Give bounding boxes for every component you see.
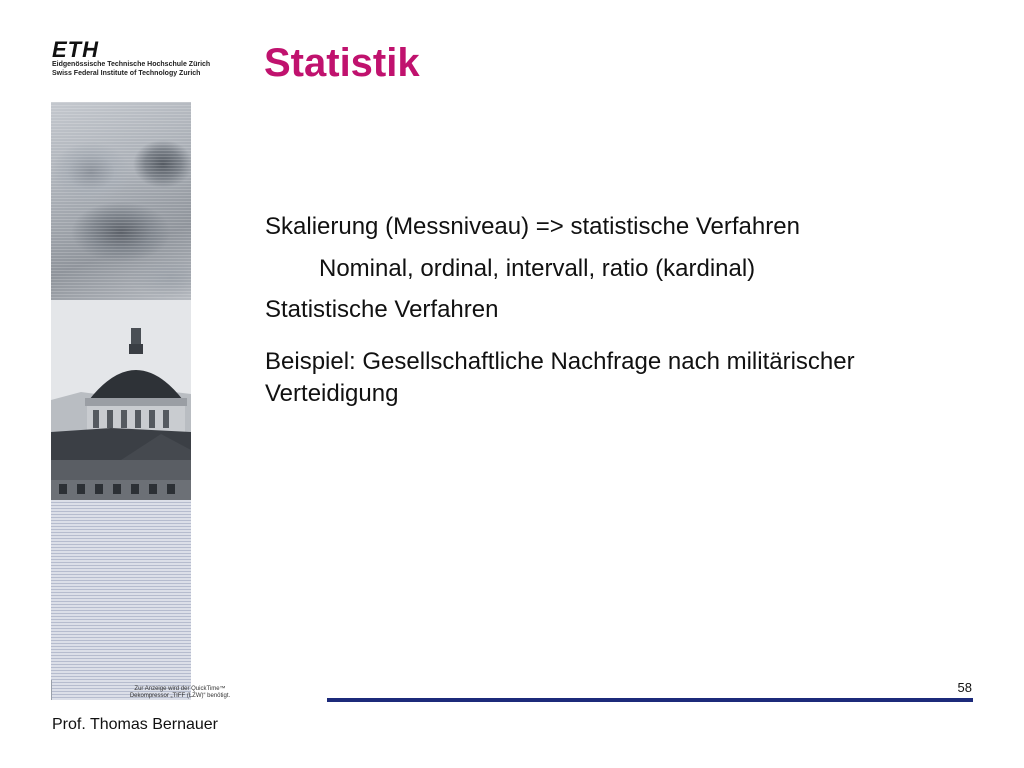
bullet-beispiel: Beispiel: Gesellschaftliche Nachfrage nach militärischer Verteidigung [265,348,855,407]
students-photo [51,102,191,300]
eth-logo-line-de: Eidgenössische Technische Hochschule Zürich [52,61,211,68]
bullet-skalierung: Skalierung (Messniveau) => statistische Verfahren [265,213,800,240]
striped-placeholder [51,500,191,700]
eth-logo-line-en: Swiss Federal Institute of Technology Zurich [52,70,201,77]
eth-logo-mark: ETH [52,37,99,62]
eth-logo [52,37,211,78]
eth-building-photo [51,300,191,500]
sub-bullet-skalentypen: Nominal, ordinal, intervall, ratio (kardinal) [319,255,756,282]
quicktime-notice: Zur Anzeige wird der QuickTime™ Dekompressor „TIFF (LZW)“ benötigt. [129,686,231,699]
author-name: Prof. Thomas Bernauer [52,716,219,733]
footer-bar [327,698,973,702]
slide-title: Statistik [264,41,420,85]
bullet-statistische-verfahren: Statistische Verfahren [265,296,499,323]
page-number: 58 [957,680,972,695]
decorative-photo-column [51,102,191,700]
divider-line [51,680,52,700]
